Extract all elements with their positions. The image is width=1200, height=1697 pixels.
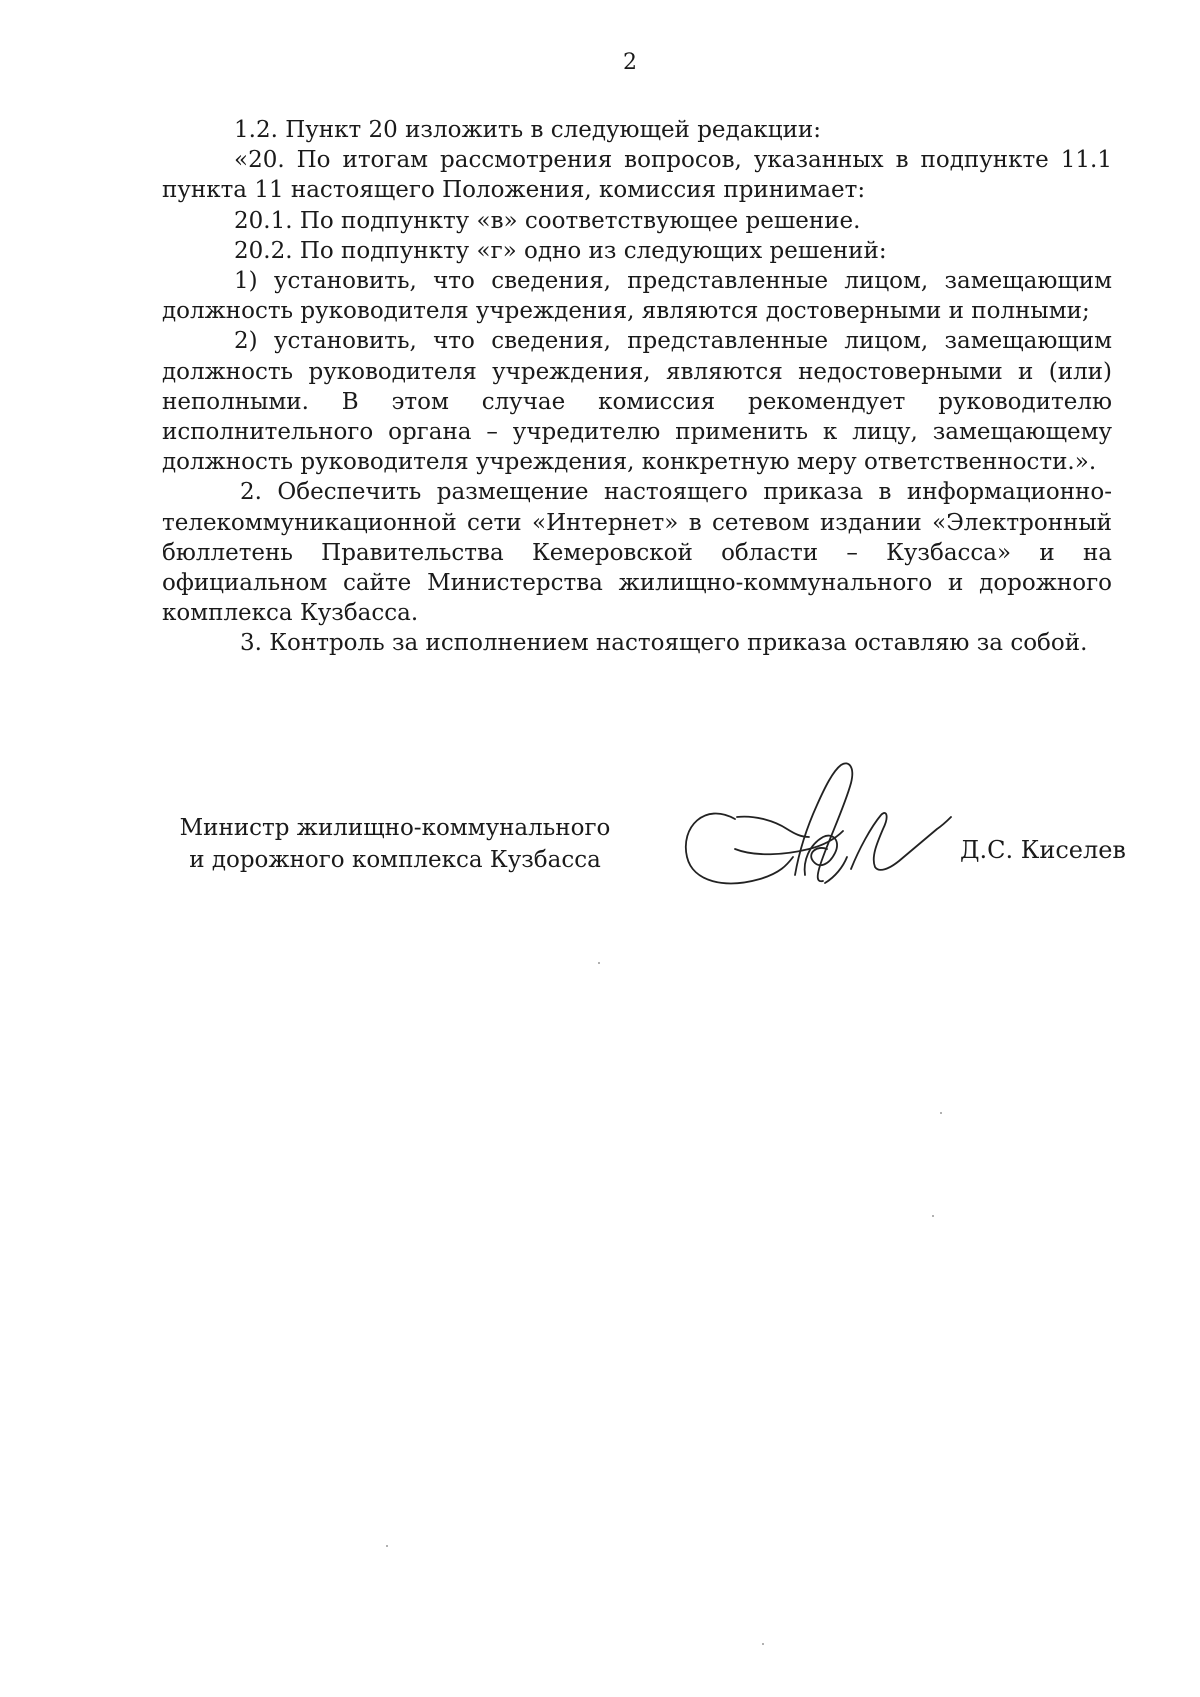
handwritten-signature [675, 757, 955, 902]
paragraph-item-20-2: 20.2. По подпункту «г» одно из следующих решений: [234, 237, 887, 264]
scan-speck [598, 962, 600, 964]
scan-speck [386, 1545, 388, 1547]
paragraph-decision-2: 2) установить, что сведения, представленные лицом, замещающим должность руководителя учреждения, являются недостоверными и (или) неполными. В этом случае комиссия рекомендует руководителю исполнительного органа – учредителю применить к лицу, замещающему должность руководителя учреждения, конкретную меру ответственности.». [162, 328, 1112, 476]
document-body [162, 115, 1112, 659]
signer-position-line-1: Министр жилищно-коммунального [179, 815, 611, 841]
signer-position-line-2: и дорожного комплекса Кузбасса [189, 847, 601, 873]
paragraph-point-3: 3. Контроль за исполнением настоящего приказа оставляю за собой. [240, 630, 1088, 657]
paragraph-1-2: 1.2. Пункт 20 изложить в следующей редакции: [234, 117, 821, 143]
paragraph-item-20-1: 20.1. По подпункту «в» соответствующее решение. [234, 207, 861, 234]
page-number: 2 [623, 50, 637, 75]
paragraph-decision-1: 1) установить, что сведения, представленные лицом, замещающим должность руководителя учреждения, являются достоверными и полными; [162, 268, 1112, 325]
signer-position [160, 812, 630, 876]
scan-speck [940, 1112, 942, 1114]
scan-speck [762, 1643, 764, 1645]
paragraph-item-20: «20. По итогам рассмотрения вопросов, указанных в подпункте 11.1 пункта 11 настоящего Положения, комиссия принимает: [162, 147, 1112, 204]
paragraph-point-2: 2. Обеспечить размещение настоящего приказа в информационно-телекоммуникационной сети «Интернет» в сетевом издании «Электронный бюллетень Правительства Кемеровской области – Кузбасса» и на официальном сайте Министерства жилищно-коммунального и дорожного комплекса Кузбасса. [162, 479, 1112, 627]
signature-block [160, 812, 1140, 932]
signer-name: Д.С. Киселев [960, 836, 1126, 864]
scan-speck [932, 1215, 934, 1217]
